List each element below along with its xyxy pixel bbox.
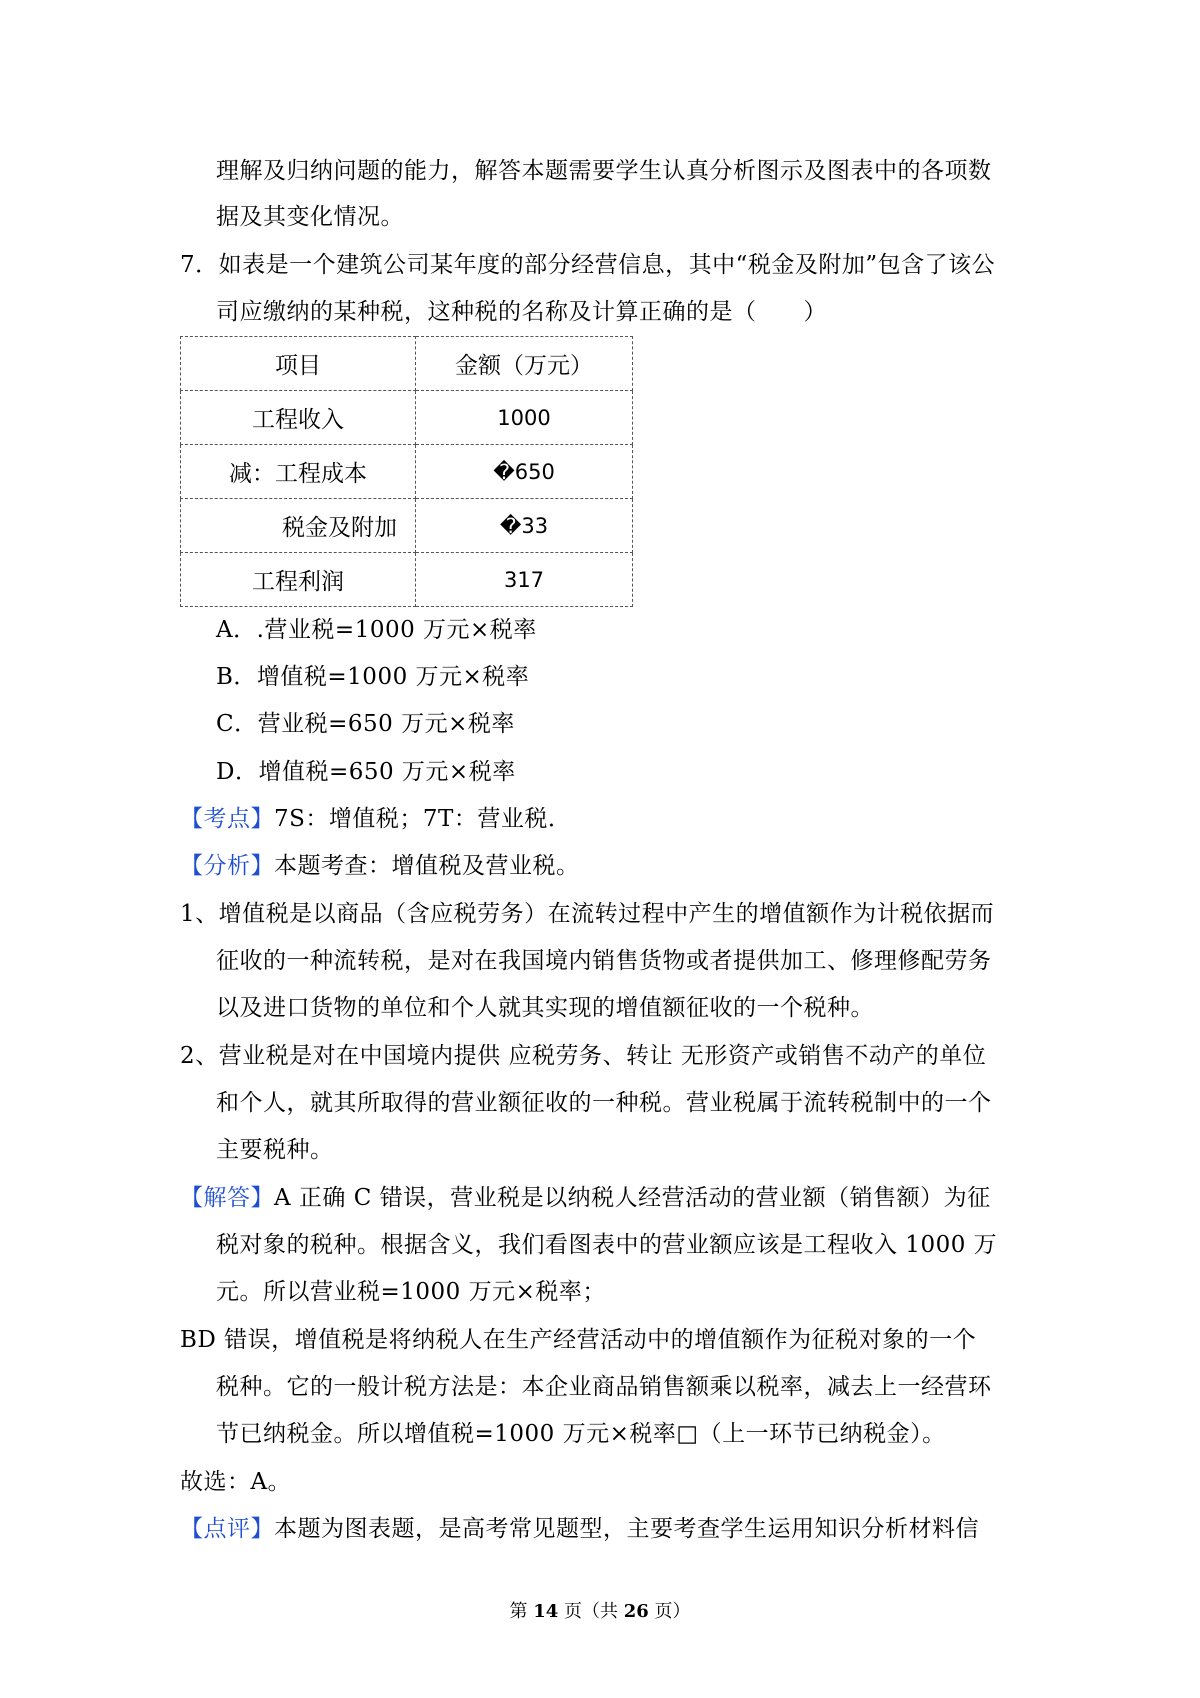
kaodian-text: 7S：增值税；7T：营业税． <box>274 806 572 832</box>
table-cell-item: 税金及附加 <box>181 499 416 553</box>
table-header-cell: 金额（万元） <box>416 337 633 391</box>
table-cell-amount: �650 <box>416 445 633 499</box>
footer-prefix: 第 <box>509 1601 534 1622</box>
table-row <box>181 553 633 607</box>
table-row <box>181 391 633 445</box>
fenxi-point-2: 2、营业税是对在中国境内提供 应税劳务、转让 无形资产或销售不动产的单位 <box>180 1043 987 1069</box>
jieda-line: 节已纳税金。所以增值税=1000 万元×税率□（上一环节已纳税金）。 <box>216 1421 946 1447</box>
question-7-stem-cont: 司应缴纳的某种税，这种税的名称及计算正确的是（ ） <box>216 299 827 325</box>
jieda-tag: 【解答】 <box>180 1185 274 1211</box>
option-b: B．增值税=1000 万元×税率 <box>216 664 530 690</box>
table-row <box>181 445 633 499</box>
fenxi-point-1-cont: 以及进口货物的单位和个人就其实现的增值额征收的一个税种。 <box>216 995 874 1021</box>
dianping-text: 本题为图表题，是高考常见题型，主要考查学生运用知识分析材料信 <box>274 1516 979 1542</box>
option-a: A．.营业税=1000 万元×税率 <box>216 617 537 643</box>
table-cell-item: 工程利润 <box>181 553 416 607</box>
option-c: C．营业税=650 万元×税率 <box>216 711 515 737</box>
table-row <box>181 499 633 553</box>
footer-suffix: 页） <box>648 1601 691 1622</box>
table-header-cell: 项目 <box>181 337 416 391</box>
table-cell-item: 减：工程成本 <box>181 445 416 499</box>
jieda-line <box>180 1183 991 1213</box>
fenxi-line <box>180 851 580 881</box>
footer-mid: 页（共 <box>558 1601 624 1622</box>
business-info-table <box>180 336 633 607</box>
jieda-line: 税对象的税种。根据含义，我们看图表中的营业额应该是工程收入 1000 万 <box>216 1232 998 1258</box>
answer-line: 故选：A。 <box>180 1469 292 1495</box>
page-footer <box>0 1597 1200 1623</box>
jieda-line: BD 错误，增值税是将纳税人在生产经营活动中的增值额作为征税对象的一个 <box>180 1327 977 1353</box>
body-line: 理解及归纳问题的能力，解答本题需要学生认真分析图示及图表中的各项数 <box>216 158 992 184</box>
dianping-line <box>180 1514 979 1544</box>
jieda-text: A 正确 C 错误，营业税是以纳税人经营活动的营业额（销售额）为征 <box>274 1185 991 1211</box>
fenxi-tag: 【分析】 <box>180 853 274 879</box>
kaodian-line <box>180 804 571 834</box>
fenxi-text: 本题考查：增值税及营业税。 <box>274 853 580 879</box>
dianping-tag: 【点评】 <box>180 1516 274 1542</box>
table-header-row <box>181 337 633 391</box>
table-cell-amount: 317 <box>416 553 633 607</box>
fenxi-point-1: 1、增值税是以商品（含应税劳务）在流转过程中产生的增值额作为计税依据而 <box>180 901 995 927</box>
fenxi-point-1-cont: 征收的一种流转税，是对在我国境内销售货物或者提供加工、修理修配劳务 <box>216 948 992 974</box>
table-cell-amount: 1000 <box>416 391 633 445</box>
fenxi-point-2-cont: 和个人，就其所取得的营业额征收的一种税。营业税属于流转税制中的一个 <box>216 1090 992 1116</box>
footer-total-pages: 26 <box>623 1601 649 1622</box>
jieda-line: 元。所以营业税=1000 万元×税率； <box>216 1279 606 1305</box>
jieda-line: 税种。它的一般计税方法是：本企业商品销售额乘以税率，减去上一经营环 <box>216 1374 992 1400</box>
kaodian-tag: 【考点】 <box>180 806 274 832</box>
fenxi-point-2-cont: 主要税种。 <box>216 1137 334 1163</box>
footer-page-number: 14 <box>533 1601 559 1622</box>
question-7-stem: 7．如表是一个建筑公司某年度的部分经营信息，其中“税金及附加”包含了该公 <box>180 252 996 278</box>
option-d: D．增值税=650 万元×税率 <box>216 759 516 785</box>
table-cell-item: 工程收入 <box>181 391 416 445</box>
body-line: 据及其变化情况。 <box>216 204 404 230</box>
table-cell-amount: �33 <box>416 499 633 553</box>
